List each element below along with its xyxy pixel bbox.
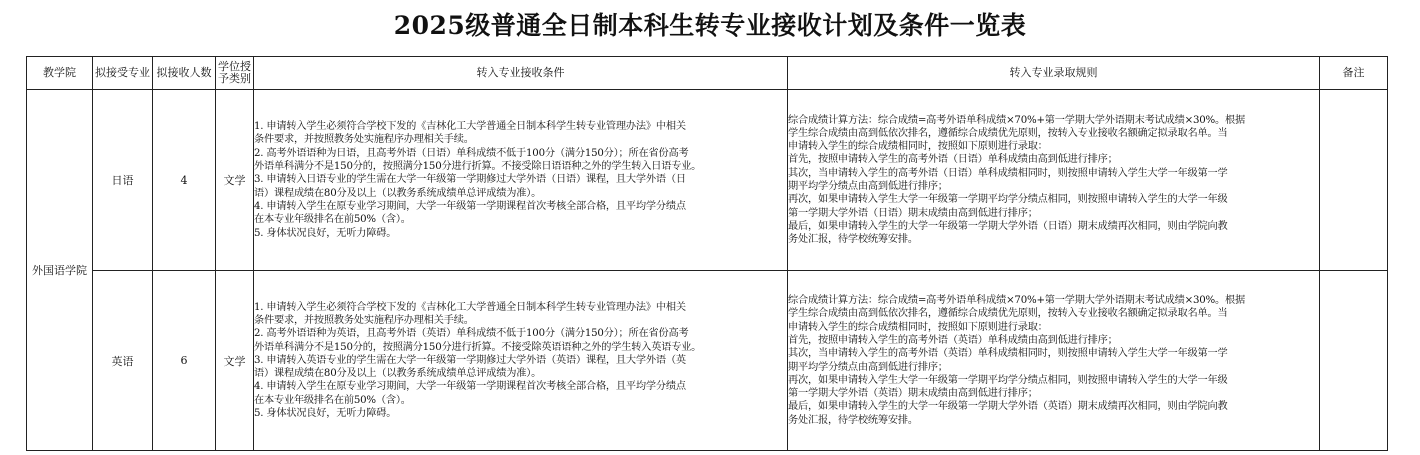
plan-table — [26, 56, 1388, 451]
rules-cell — [788, 90, 1320, 271]
rule-line: 申请转入学生的综合成绩相同时，按照如下原则进行录取： — [788, 321, 1048, 333]
rule-line: 第一学期大学外语（英语）期末成绩由高到低进行排序； — [788, 388, 1038, 400]
rule-line: 再次，如果申请转入学生大学一年级第一学期平均学分绩点相同，则按照申请转入学生的大学一年级 — [788, 194, 1228, 206]
condition-line: 5. 身体状况良好，无听力障碍。 — [254, 227, 397, 239]
condition-line: 条件要求，并按照教务处实施程序办理相关手续。 — [254, 134, 474, 146]
rule-line: 其次，当申请转入学生的高考外语（英语）单科成绩相同时，则按照申请转入学生大学一年级第一学 — [788, 348, 1228, 360]
document-title: 2025级普通全日制本科生转专业接收计划及条件一览表 — [393, 11, 1027, 40]
degree-cell: 文学 — [216, 90, 254, 271]
header-conditions: 转入专业接收条件 — [254, 57, 788, 90]
condition-line: 5. 身体状况良好，无听力障碍。 — [254, 408, 397, 420]
rule-line: 申请转入学生的综合成绩相同时，按照如下原则进行录取： — [788, 141, 1048, 153]
condition-line: 4. 申请转入学生在原专业学习期间，大学一年级第一学期课程首次考核全部合格，且平均学分绩点 — [254, 200, 686, 212]
condition-line: 4. 申请转入学生在原专业学习期间，大学一年级第一学期课程首次考核全部合格，且平均学分绩点 — [254, 381, 686, 393]
condition-line: 1. 申请转入学生必须符合学校下发的《吉林化工大学普通全日制本科学生转专业管理办法》中相关 — [254, 121, 686, 133]
degree-cell: 文学 — [216, 271, 254, 451]
table-row — [27, 271, 1388, 451]
count-cell: 6 — [153, 271, 216, 451]
rules-cell — [788, 271, 1320, 451]
rule-line: 首先，按照申请转入学生的高考外语（日语）单科成绩由高到低进行排序； — [788, 154, 1118, 166]
table-row — [27, 90, 1388, 271]
rule-line: 务处汇报，待学校统筹安排。 — [788, 234, 918, 246]
college-cell: 外国语学院 — [27, 90, 93, 451]
header-remarks: 备注 — [1320, 57, 1388, 90]
rule-line: 期平均学分绩点由高到低进行排序； — [788, 181, 948, 192]
header-count: 拟接收人数 — [153, 57, 216, 90]
rule-line: 学生综合成绩由高到低依次排名，遵循综合成绩优先原则，按转入专业接收名额确定拟录取名单。当 — [788, 308, 1228, 320]
condition-line: 3. 申请转入日语专业的学生需在大学一年级第一学期修过大学外语（日语）课程，且大学外语（日 — [254, 174, 686, 186]
condition-line: 2. 高考外语语种为日语，且高考外语（日语）单科成绩不低于100分（满分150分）；所在省份高考 — [254, 147, 689, 159]
rule-line: 期平均学分绩点由高到低进行排序； — [788, 361, 948, 373]
major-cell: 日语 — [93, 90, 153, 271]
header-degree: 学位授予类别 — [216, 57, 254, 90]
condition-line: 条件要求，并按照教务处实施程序办理相关手续。 — [254, 314, 474, 326]
condition-line: 语）课程成绩在80分及以上（以教务系统成绩单总评成绩为准）。 — [254, 187, 542, 199]
rule-line: 最后，如果申请转入学生的大学一年级第一学期大学外语（日语）期末成绩再次相同，则由学院向教 — [788, 220, 1228, 232]
header-major: 拟接受专业 — [93, 57, 153, 90]
rule-line: 其次，当申请转入学生的高考外语（日语）单科成绩相同时，则按照申请转入学生大学一年级第一学 — [788, 167, 1228, 179]
remarks-cell — [1320, 271, 1388, 451]
rule-line: 第一学期大学外语（日语）期末成绩由高到低进行排序； — [788, 207, 1038, 219]
condition-line: 外语单科满分不是150分的，按照满分150分进行折算。不接受除英语语种之外的学生转入英语专业。 — [254, 341, 702, 353]
header-rules: 转入专业录取规则 — [788, 57, 1320, 90]
condition-line: 1. 申请转入学生必须符合学校下发的《吉林化工大学普通全日制本科学生转专业管理办法》中相关 — [254, 301, 686, 313]
rule-line: 综合成绩计算方法：综合成绩=高考外语单科成绩×70%+第一学期大学外语期末考试成绩×30%。根据 — [788, 295, 1245, 307]
conditions-cell — [254, 271, 788, 451]
rule-line: 学生综合成绩由高到低依次排名，遵循综合成绩优先原则，按转入专业接收名额确定拟录取名单。当 — [788, 127, 1228, 139]
rule-line: 务处汇报，待学校统筹安排。 — [788, 414, 918, 426]
condition-line: 语）课程成绩在80分及以上（以教务系统成绩单总评成绩为准）。 — [254, 368, 542, 380]
conditions-cell — [254, 90, 788, 271]
count-cell: 4 — [153, 90, 216, 271]
condition-line: 3. 申请转入英语专业的学生需在大学一年级第一学期修过大学外语（英语）课程，且大学外语（英 — [254, 354, 686, 366]
remarks-cell — [1320, 90, 1388, 271]
condition-line: 外语单科满分不是150分的，按照满分150分进行折算。不接受除日语语种之外的学生转入日语专业。 — [254, 161, 702, 173]
condition-line: 在本专业年级排名在前50%（含）。 — [254, 214, 411, 226]
rule-line: 最后，如果申请转入学生的大学一年级第一学期大学外语（英语）期末成绩再次相同，则由学院向教 — [788, 401, 1228, 413]
condition-line: 2. 高考外语语种为英语，且高考外语（英语）单科成绩不低于100分（满分150分）；所在省份高考 — [254, 328, 689, 340]
table-header-row — [27, 57, 1388, 90]
rule-line: 综合成绩计算方法：综合成绩=高考外语单科成绩×70%+第一学期大学外语期末考试成绩×30%。根据 — [788, 114, 1245, 126]
rule-line: 再次，如果申请转入学生大学一年级第一学期平均学分绩点相同，则按照申请转入学生的大学一年级 — [788, 374, 1228, 386]
condition-line: 在本专业年级排名在前50%（含）。 — [254, 394, 411, 406]
major-cell: 英语 — [93, 271, 153, 451]
rule-line: 首先，按照申请转入学生的高考外语（英语）单科成绩由高到低进行排序； — [788, 334, 1118, 346]
header-college: 教学院 — [27, 57, 93, 90]
